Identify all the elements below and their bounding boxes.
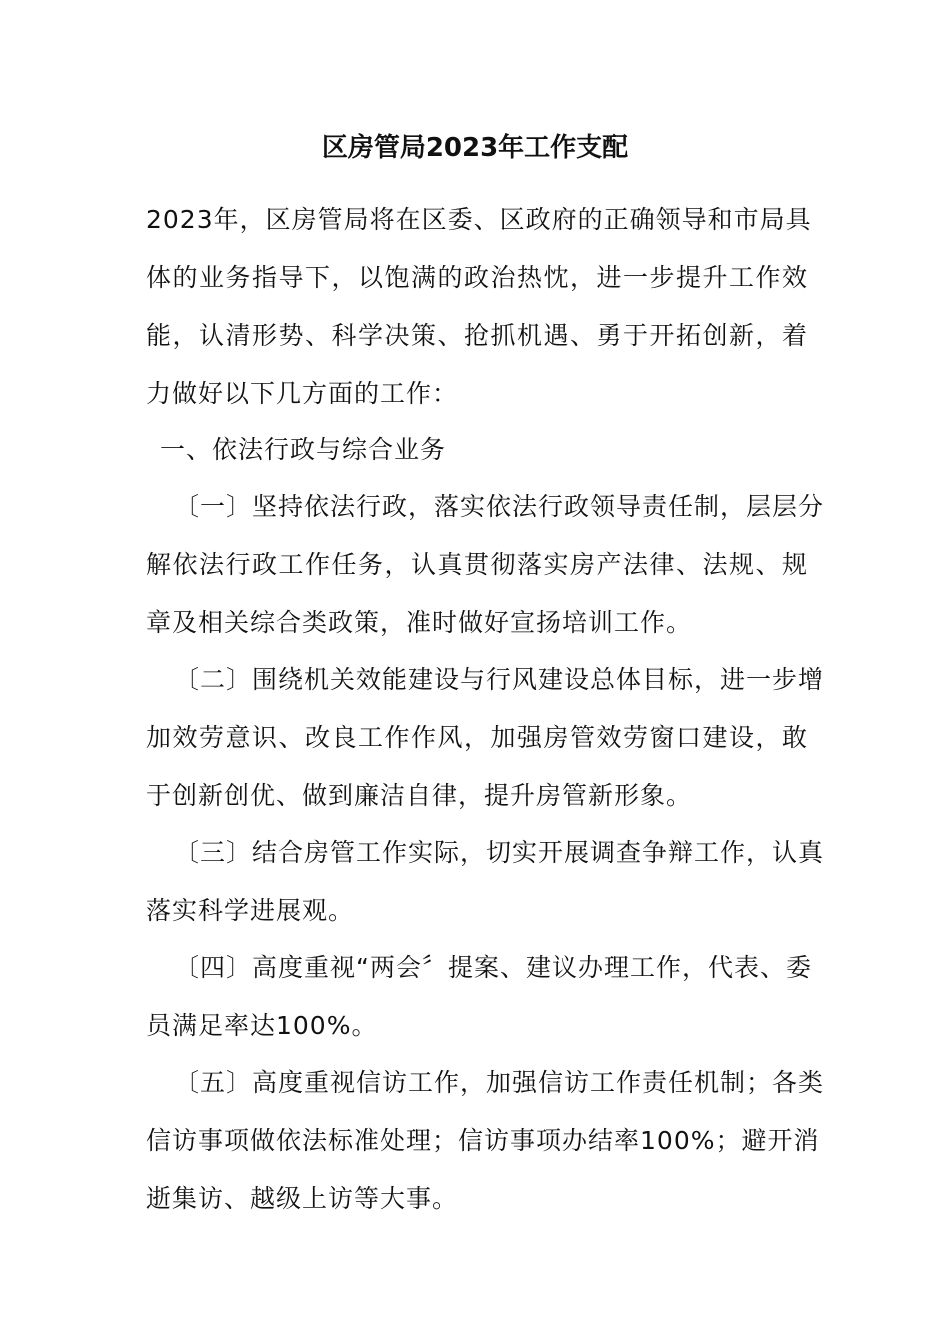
paragraph-line: 解依法行政工作任务，认真贯彻落实房产法律、法规、规 [146, 550, 808, 579]
paragraph-line: 加效劳意识、改良工作作风，加强房管效劳窗口建设，敢 [146, 723, 808, 752]
paragraph-line: 〔三〕结合房管工作实际，切实开展调查争辩工作，认真 [174, 838, 825, 867]
paragraph-line: 能，认清形势、科学决策、抢抓机遇、勇于开拓创新，着 [146, 321, 808, 350]
document-title: 区房管局2023年工作支配 [321, 133, 629, 163]
paragraph-line: 于创新创优、做到廉洁自律，提升房管新形象。 [146, 781, 693, 810]
paragraph-line: 力做好以下几方面的工作： [146, 379, 459, 408]
section-heading: 一、依法行政与综合业务 [160, 435, 447, 464]
paragraph-line: 落实科学进展观。 [146, 896, 355, 925]
paragraph-line: 〔四〕高度重视“两会〞提案、建议办理工作，代表、委 [174, 953, 812, 982]
paragraph-line: 2023年，区房管局将在区委、区政府的正确领导和市局具 [146, 205, 812, 234]
paragraph-line: 员满足率达100%。 [146, 1011, 378, 1040]
paragraph-line: 章及相关综合类政策，准时做好宣扬培训工作。 [146, 608, 693, 637]
paragraph-line: 信访事项做依法标准处理；信访事项办结率100%；避开消 [146, 1126, 820, 1155]
paragraph-line: 〔五〕高度重视信访工作，加强信访工作责任机制；各类 [174, 1068, 825, 1097]
paragraph-line: 体的业务指导下，以饱满的政治热忱，进一步提升工作效 [146, 263, 808, 292]
paragraph-line: 〔一〕坚持依法行政，落实依法行政领导责任制，层层分 [174, 492, 825, 521]
paragraph-line: 逝集访、越级上访等大事。 [146, 1184, 459, 1213]
paragraph-line: 〔二〕围绕机关效能建设与行风建设总体目标，进一步增 [174, 665, 825, 694]
